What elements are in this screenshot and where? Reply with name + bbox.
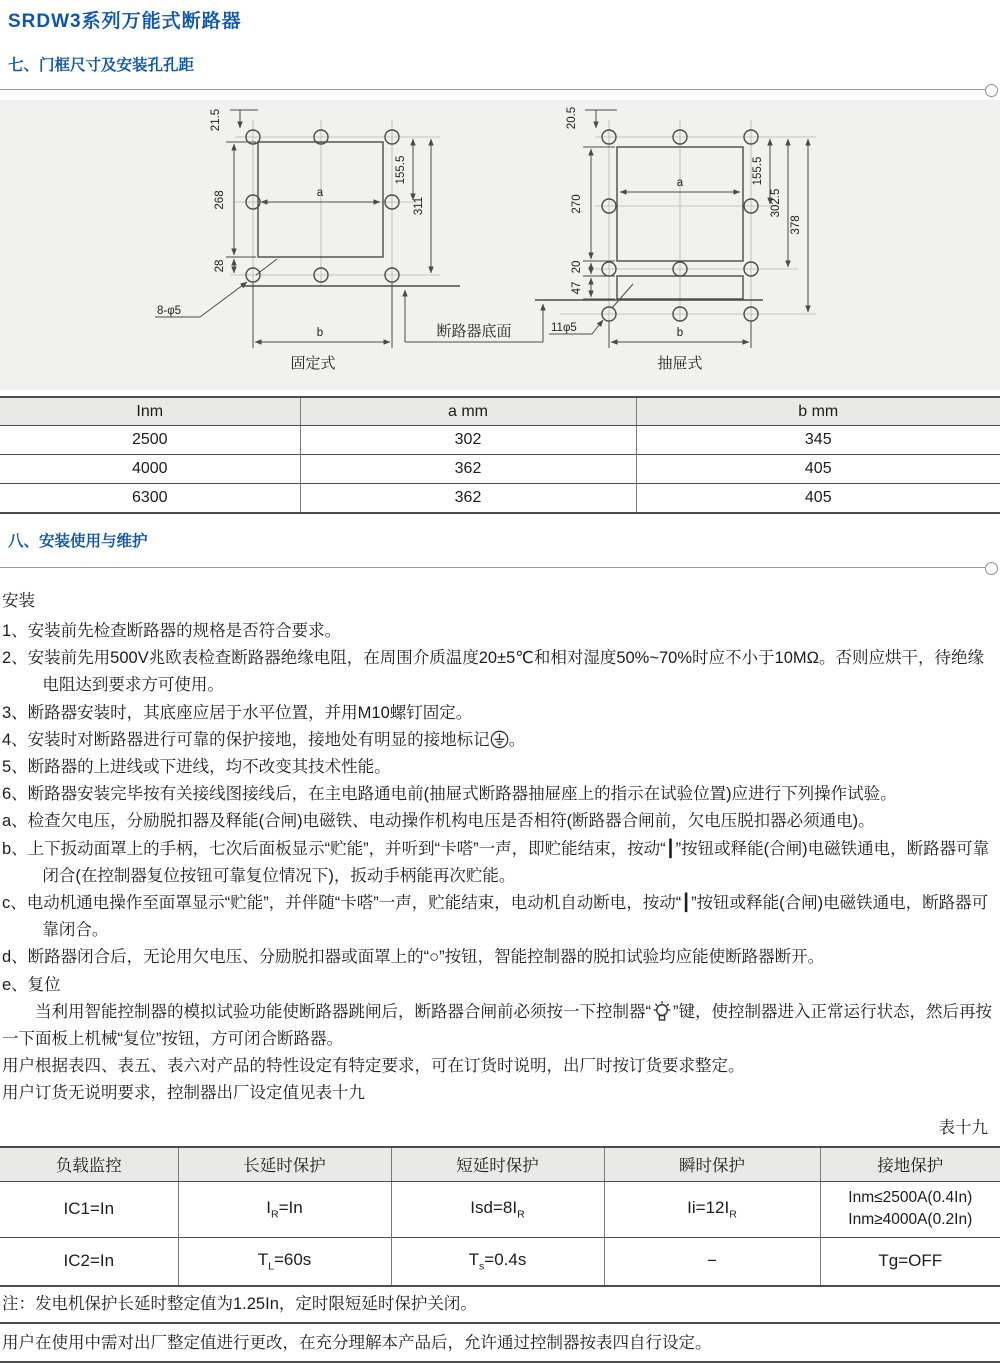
drawer-caption: 抽屉式 [657, 355, 703, 372]
divider-end-circle [985, 562, 998, 575]
table-row [0, 1237, 1000, 1285]
factory-settings-table [0, 1146, 1000, 1285]
cell [820, 1181, 1000, 1237]
col-header-b: b mm [636, 397, 1000, 426]
fixed-dim-a: a [316, 187, 324, 199]
install-item-a: a、检查欠电压，分励脱扣器及释能(合闸)电磁铁、电动操作机构电压是否相符(断路器合闸前，欠电压脱扣器必须通电)。 [2, 812, 875, 831]
fixed-dim-top: 21.5 [210, 108, 222, 132]
table-row [0, 484, 1000, 514]
breaker-base-label: 断路器底面 [436, 323, 512, 340]
divider-line [0, 567, 985, 568]
cell: 362 [300, 455, 636, 484]
install-item-4-text: 4、安装时对断路器进行可靠的保护接地，接地处有明显的接地标记 [2, 730, 490, 749]
drawer-dim-top: 20.5 [566, 106, 578, 130]
drawer-type-diagram [535, 107, 816, 372]
usage-footer-note: 用户在使用中需对出厂整定值进行更改，在充分理解本产品后，允许通过控制器按表四自行设定。 [0, 1324, 1000, 1363]
table-header-row [0, 1147, 1000, 1182]
reset-paragraph-text-end: ”键，使控制器进入正常运行状态，然后再按一下面板上机械“复位”按钮，方可闭合断路器。 [2, 1002, 992, 1049]
dimension-diagram-svg [0, 100, 1000, 390]
drawer-dim-right-inner: 155.5 [752, 156, 764, 186]
cell: 362 [300, 484, 636, 514]
install-item-c: c、电动机通电操作至面罩显示“贮能”，并伴随“卡嗒”一声，贮能结束，电动机自动断电，按动“┃”按钮或释能(合闸)电磁铁通电，断路器可靠闭合。 [2, 894, 989, 940]
col-header-a: a mm [300, 397, 636, 426]
install-item-6: 6、断路器安装完毕按有关接线图接线后，在主电路通电前(抽屉式断路器抽屉座上的指示在试验位置)应进行下列操作试验。 [2, 785, 897, 804]
cell: 302 [300, 426, 636, 455]
fixed-dim-bottom-left: 28 [214, 259, 226, 273]
drawer-dim-right-mid: 302.5 [770, 188, 782, 218]
reset-paragraph [2, 999, 1000, 1053]
col-header-load-monitor: 负载监控 [0, 1147, 178, 1182]
install-item-2: 2、安装前先用500V兆欧表检查断路器绝缘电阻，在周围介质温度20±5℃和相对湿度50%~70%时应不小于10MΩ。否则应烘干，待绝缘电阻达到要求方可使用。 [2, 649, 984, 695]
lamp-icon [651, 999, 673, 1023]
fixed-dim-left: 268 [214, 190, 226, 210]
fixed-holes-label: 8-φ5 [157, 305, 182, 317]
col-header-inm: Inm [0, 397, 300, 426]
table19-label: 表十九 [938, 1118, 988, 1137]
cell: − [604, 1237, 820, 1285]
fixed-frame-cutout [258, 142, 383, 257]
cell: IC1=In [63, 1199, 115, 1219]
fixed-type-diagram [155, 109, 460, 372]
table-row [0, 1181, 1000, 1237]
install-item-3: 3、断路器安装时，其底座应居于水平位置，并用M10螺钉固定。 [2, 703, 473, 722]
cell: 405 [636, 455, 1000, 484]
drawer-dim-left: 270 [571, 194, 583, 214]
fixed-dim-right-outer: 311 [413, 196, 425, 216]
drawer-dim-right-outer: 378 [790, 215, 802, 235]
dimension-diagrams-panel [0, 100, 1000, 390]
drawer-dim-b: b [676, 327, 684, 339]
install-item-e: e、复位 [2, 975, 61, 994]
cell: $I_R=In$ [178, 1181, 391, 1237]
reset-paragraph-text: 当利用智能控制器的模拟试验功能使断路器跳闸后，断路器合闸前必须按一下控制器“ [35, 1002, 651, 1021]
cell: 345 [636, 426, 1000, 455]
cell: 2500 [131, 431, 168, 448]
cell: $Isd=8I_R$ [391, 1181, 604, 1237]
drawer-dim-left3: 47 [571, 281, 583, 295]
col-header-long-delay: 长延时保护 [178, 1147, 391, 1182]
section-divider [0, 561, 1000, 575]
earth-ground-icon [490, 730, 509, 749]
col-header-ground: 接地保护 [820, 1147, 1000, 1182]
cell: $Ii=12I_R$ [604, 1181, 820, 1237]
default-setting-paragraph: 用户订货无说明要求，控制器出厂设定值见表十九 [2, 1084, 365, 1103]
col-header-instantaneous: 瞬时保护 [604, 1147, 820, 1182]
cell: IC2=In [0, 1237, 178, 1285]
fixed-caption: 固定式 [290, 355, 336, 372]
install-item-b: b、上下扳动面罩上的手柄，七次后面板显示“贮能”，并听到“卡嗒”一声，即贮能结束，按动“┃”按钮或释能(合闸)电磁铁通电，断路器可靠闭合(在控制器复位按钮可靠复位情况下)，扳动手柄能再次贮能。 [2, 839, 990, 885]
fixed-dim-b: b [316, 327, 324, 339]
table-row [0, 455, 1000, 484]
cell: Tg=OFF [820, 1237, 1000, 1285]
drawer-dim-left2: 20 [571, 260, 583, 274]
install-item-4-text-end: 。 [508, 730, 526, 749]
document-page [0, 6, 1000, 1363]
drawer-holes-label: 11φ5 [551, 322, 577, 334]
divider-end-circle [985, 84, 998, 97]
fixed-dim-right-inner: 155.5 [395, 155, 407, 185]
ordering-paragraph: 用户根据表四、表五、表六对产品的特性设定有特定要求，可在订货时说明，出厂时按订货要求整定。 [2, 1057, 745, 1076]
install-item-1: 1、安装前先检查断路器的规格是否符合要求。 [2, 622, 342, 640]
page-title: SRDW3系列万能式断路器 [8, 11, 242, 32]
divider-line [0, 89, 985, 90]
install-item-4 [2, 727, 1000, 754]
fixed-mounting-holes [246, 130, 399, 282]
cell: $T_s=0.4s$ [391, 1237, 604, 1285]
drawer-dim-a: a [676, 177, 684, 189]
breaker-base-callout [405, 290, 543, 342]
cell: $T_L=60s$ [178, 1237, 391, 1285]
install-item-5: 5、断路器的上进线或下进线，均不改变其技术性能。 [2, 758, 391, 777]
col-header-short-delay: 短延时保护 [391, 1147, 604, 1182]
dimension-table [0, 396, 1000, 514]
cell: 6300 [0, 484, 300, 514]
table-row [0, 426, 1000, 455]
install-item-d: d、断路器闭合后，无论用欠电压、分励脱扣器或面罩上的“○”按钮，智能控制器的脱扣试验均应能使断路器断开。 [2, 948, 825, 967]
table19-note: 注：发电机保护长延时整定值为1.25In，定时限短延时保护关闭。 [0, 1285, 1000, 1324]
cell: 405 [636, 484, 1000, 514]
installation-section [0, 587, 1000, 1108]
cell: 4000 [0, 455, 300, 484]
section8-heading: 八、安装使用与维护 [8, 533, 148, 550]
install-label: 安装 [2, 592, 35, 610]
section7-heading: 七、门框尺寸及安装孔孔距 [8, 57, 195, 74]
table-header-row [0, 397, 1000, 426]
section-divider [0, 83, 1000, 97]
ground-setting-text: Inm≤2500A(0.4In) Inm≥4000A(0.2In) [848, 1189, 973, 1229]
